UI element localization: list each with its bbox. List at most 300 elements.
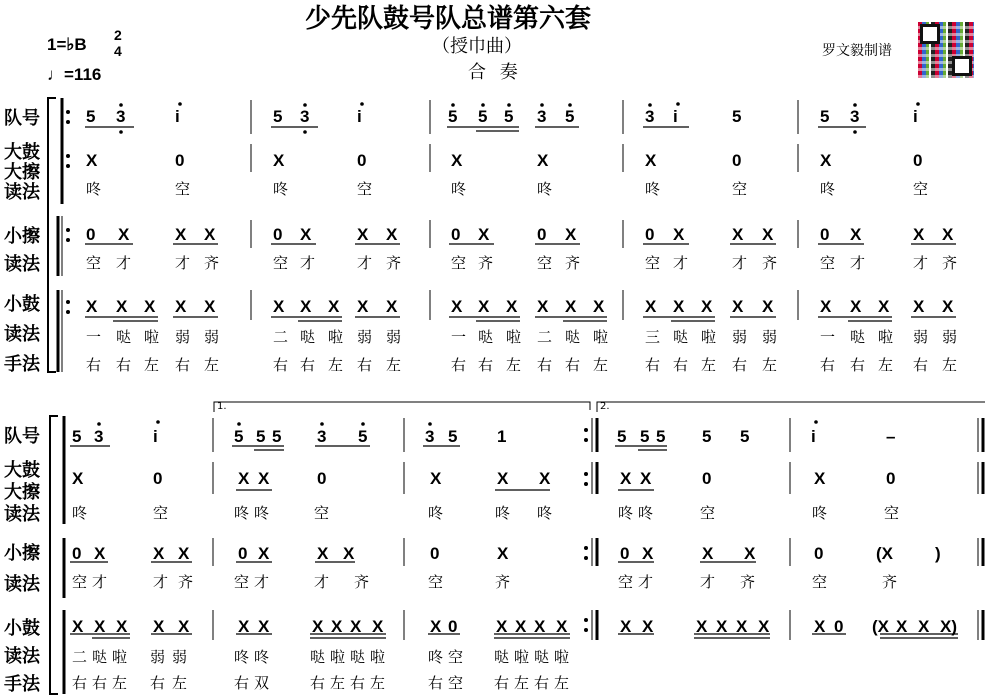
xiaogu-note: X [918, 617, 930, 636]
time-signature-numerator: 2 [114, 27, 122, 43]
dagu_read-note: 咚 [537, 180, 553, 198]
xiaocha_read-note: 才 [913, 254, 929, 272]
xiaocha-note: (X [876, 544, 893, 563]
xiaocha_read-note: 才 [92, 573, 108, 591]
duihao-note: 3 [425, 427, 435, 446]
dagu-note: X [238, 469, 250, 488]
dagu_read-note: 空 [884, 504, 900, 522]
xiaocha_read-note: 空 [820, 254, 836, 272]
xiaocha_read-note: 空 [273, 254, 289, 272]
xiaogu_read-note: 弱 [942, 328, 958, 346]
xiaogu-note: X [175, 297, 187, 316]
xiaogu-note: X [762, 297, 774, 316]
xiaocha_read-note: 齐 [565, 254, 581, 272]
xiaogu-note: X [736, 617, 748, 636]
shoufa-note: 左 [386, 356, 402, 374]
dagu_read-note: 咚 [86, 180, 102, 198]
xiaogu-note: X [565, 297, 577, 316]
xiaogu_read-note: 一 [451, 328, 467, 346]
shoufa-note: 左 [554, 674, 570, 692]
xiaogu_read-note: 哒 [310, 648, 326, 666]
label-xiaogu-1: 小鼓 [4, 294, 40, 315]
xiaogu-note: X [896, 617, 908, 636]
xiaogu-note: X [758, 617, 770, 636]
duihao-note: 5 [504, 107, 514, 126]
xiaogu-note: X [357, 297, 369, 316]
xiaogu-note: X [556, 617, 568, 636]
xiaogu-note: X [300, 297, 312, 316]
duihao-note: 3 [116, 107, 126, 126]
xiaocha_read-note: 才 [357, 254, 373, 272]
dagu_read-note: 咚 [72, 504, 88, 522]
xiaogu_read-note: 哒 [673, 328, 689, 346]
duihao-note: 3 [94, 427, 104, 446]
xiaocha-note: X [204, 225, 216, 244]
section-label: 合 奏 [468, 62, 522, 83]
dagu_read-note: 咚 [618, 504, 634, 522]
xiaocha-note: 0 [86, 225, 96, 244]
xiaogu_read-note: 空 [448, 648, 464, 666]
xiaogu-note: X [386, 297, 398, 316]
xiaogu_read-note: 哒 [92, 648, 108, 666]
label-shoufa-2: 手法 [4, 674, 40, 695]
xiaogu_read-note: 啦 [370, 648, 386, 666]
dagu-note: X [539, 469, 551, 488]
key-signature: 1=♭B [47, 35, 87, 54]
shoufa-note: 左 [370, 674, 386, 692]
label-duihao-2: 队号 [4, 426, 40, 447]
xiaogu_read-note: 弱 [732, 328, 748, 346]
label-dacha-1: 大擦 [4, 162, 40, 183]
shoufa-note: 左 [204, 356, 220, 374]
xiaogu_read-note: 哒 [116, 328, 132, 346]
shoufa-note: 右 [537, 356, 553, 374]
xiaocha-note: X [762, 225, 774, 244]
xiaogu_read-note: 弱 [172, 648, 188, 666]
xiaocha_read-note: 齐 [354, 573, 370, 591]
xiaocha_read-note: 才 [254, 573, 270, 591]
xiaocha-note: 0 [238, 544, 248, 563]
shoufa-note: 右 [673, 356, 689, 374]
xiaocha_read-note: 才 [638, 573, 654, 591]
shoufa-note: 右 [234, 674, 250, 692]
xiaocha-note: 0 [537, 225, 547, 244]
xiaogu_read-note: 啦 [112, 648, 128, 666]
dagu-note: X [497, 469, 509, 488]
xiaogu_read-note: 哒 [565, 328, 581, 346]
xiaocha_read-note: 空 [537, 254, 553, 272]
dagu_read-note: 咚 [638, 504, 654, 522]
duihao-note: – [886, 427, 896, 446]
dagu-note: X [72, 469, 84, 488]
duihao-note: 3 [645, 107, 655, 126]
xiaogu_read-note: 啦 [328, 328, 344, 346]
xiaocha-note: X [702, 544, 714, 563]
duihao-note: 5 [640, 427, 650, 446]
shoufa-note: 左 [762, 356, 778, 374]
xiaogu_read-note: 啦 [506, 328, 522, 346]
xiaocha_read-note: 空 [645, 254, 661, 272]
xiaogu_read-note: 弱 [204, 328, 220, 346]
duihao-note: 5 [272, 427, 282, 446]
xiaogu_read-note: 哒 [300, 328, 316, 346]
dagu_read-note: 咚 [451, 180, 467, 198]
dagu_read-note: 空 [153, 504, 169, 522]
dagu_read-note: 咚 [428, 504, 444, 522]
xiaogu-note: X [732, 297, 744, 316]
shoufa-note: 右 [913, 356, 929, 374]
duihao-note: 1 [497, 427, 507, 446]
duihao-note: i [811, 427, 816, 446]
dagu_read-note: 咚 [273, 180, 289, 198]
label-dufa-1b: 读法 [4, 254, 40, 275]
xiaocha-note: X [357, 225, 369, 244]
xiaocha_read-note: 才 [153, 573, 169, 591]
label-dufa-2a: 读法 [4, 504, 40, 525]
dagu-note: 0 [175, 151, 185, 170]
xiaocha-note: 0 [72, 544, 82, 563]
xiaogu-note: X [534, 617, 546, 636]
duihao-note: 5 [820, 107, 830, 126]
xiaogu-note: X [178, 617, 190, 636]
dagu_read-note: 空 [314, 504, 330, 522]
dagu_read-note: 咚 [812, 504, 828, 522]
xiaogu_read-note: 啦 [514, 648, 530, 666]
shoufa-note: 右 [357, 356, 373, 374]
score-subtitle: （授巾曲） [432, 36, 522, 57]
xiaogu_read-note: 啦 [593, 328, 609, 346]
xiaocha_read-note: 才 [850, 254, 866, 272]
shoufa-note: 右 [116, 356, 132, 374]
xiaogu-note: X [153, 617, 165, 636]
shoufa-note: 左 [144, 356, 160, 374]
xiaogu_read-note: 哒 [478, 328, 494, 346]
xiaogu_read-note: 二 [537, 328, 553, 346]
xiaocha-note: X [744, 544, 756, 563]
xiaocha-note: X [386, 225, 398, 244]
xiaocha-note: 0 [820, 225, 830, 244]
xiaocha-note: X [942, 225, 954, 244]
shoufa-note: 右 [534, 674, 550, 692]
xiaogu-note: X [328, 297, 340, 316]
dagu-note: 0 [357, 151, 367, 170]
xiaogu_read-note: 弱 [175, 328, 191, 346]
shoufa-note: 右 [86, 356, 102, 374]
xiaogu-note: X [701, 297, 713, 316]
xiaocha-note: 0 [273, 225, 283, 244]
xiaocha_read-note: 才 [700, 573, 716, 591]
shoufa-note: 左 [593, 356, 609, 374]
shoufa-note: 右 [150, 674, 166, 692]
shoufa-note: 左 [172, 674, 188, 692]
xiaogu_read-note: 哒 [534, 648, 550, 666]
shoufa-note: 右 [92, 674, 108, 692]
shoufa-note: 右 [478, 356, 494, 374]
xiaogu_read-note: 弱 [386, 328, 402, 346]
shoufa-note: 右 [310, 674, 326, 692]
xiaogu_read-note: 啦 [144, 328, 160, 346]
duihao-note: 3 [300, 107, 310, 126]
shoufa-note: 右 [72, 674, 88, 692]
xiaogu_read-note: 二 [72, 648, 88, 666]
xiaogu-note: X [642, 617, 654, 636]
xiaocha_read-note: 才 [673, 254, 689, 272]
dagu-note: X [645, 151, 657, 170]
dagu_read-note: 空 [175, 180, 191, 198]
xiaogu_read-note: 弱 [913, 328, 929, 346]
xiaocha-note: 0 [430, 544, 440, 563]
xiaogu-note: X [86, 297, 98, 316]
dagu-note: 0 [913, 151, 923, 170]
xiaogu_read-note: 啦 [330, 648, 346, 666]
duihao-note: 5 [358, 427, 368, 446]
shoufa-note: 左 [942, 356, 958, 374]
dagu_read-note: 咚 [254, 504, 270, 522]
duihao-note: 5 [702, 427, 712, 446]
xiaogu-note: X [814, 617, 826, 636]
xiaocha_read-note: 才 [175, 254, 191, 272]
label-xiaogu-2: 小鼓 [4, 618, 40, 639]
shoufa-note: 右 [350, 674, 366, 692]
shoufa-note: 左 [514, 674, 530, 692]
dagu_read-note: 空 [913, 180, 929, 198]
xiaogu-note: X [94, 617, 106, 636]
shoufa-note: 右 [273, 356, 289, 374]
xiaocha-note: X [850, 225, 862, 244]
composer-credit: 罗文毅制谱 [822, 43, 892, 59]
dagu-note: 0 [153, 469, 163, 488]
xiaocha-note: X [732, 225, 744, 244]
dagu-note: 0 [886, 469, 896, 488]
duihao-note: 5 [656, 427, 666, 446]
dagu_read-note: 空 [732, 180, 748, 198]
dagu-note: X [814, 469, 826, 488]
xiaocha_read-note: 齐 [495, 573, 511, 591]
xiaogu-note: 0 [448, 617, 458, 636]
shoufa-note: 右 [300, 356, 316, 374]
xiaogu-note: X [72, 617, 84, 636]
duihao-note: 3 [537, 107, 547, 126]
duihao-note: 5 [740, 427, 750, 446]
time-signature-denominator: 4 [114, 43, 122, 59]
duihao-note: 5 [565, 107, 575, 126]
xiaogu-note: X [451, 297, 463, 316]
xiaogu-note: X [716, 617, 728, 636]
xiaogu_read-note: 啦 [701, 328, 717, 346]
xiaogu_read-note: 咚 [428, 648, 444, 666]
xiaogu_read-note: 哒 [850, 328, 866, 346]
label-dufa-1c: 读法 [4, 324, 40, 345]
duihao-note: i [913, 107, 918, 126]
xiaogu-note: X [116, 297, 128, 316]
dagu_read-note: 空 [700, 504, 716, 522]
xiaocha_read-note: 齐 [386, 254, 402, 272]
shoufa-note: 右 [732, 356, 748, 374]
duihao-note: 5 [448, 107, 458, 126]
xiaocha-note: X [673, 225, 685, 244]
shoufa-note: 右 [494, 674, 510, 692]
xiaocha-note: 0 [814, 544, 824, 563]
dagu_read-note: 咚 [645, 180, 661, 198]
shoufa-note: 双 [254, 674, 270, 692]
duihao-note: 5 [234, 427, 244, 446]
volta-second-label: 2. [600, 401, 610, 412]
dagu-note: X [86, 151, 98, 170]
dagu-note: X [620, 469, 632, 488]
label-dagu-1: 大鼓 [4, 142, 40, 163]
shoufa-note: 左 [330, 674, 346, 692]
shoufa-note: 右 [428, 674, 444, 692]
label-dufa-2c: 读法 [4, 646, 40, 667]
shoufa-note: 右 [850, 356, 866, 374]
xiaocha_read-note: 齐 [740, 573, 756, 591]
duihao-note: 5 [72, 427, 82, 446]
dagu-note: 0 [702, 469, 712, 488]
xiaogu-note: X [144, 297, 156, 316]
xiaogu-note: X [537, 297, 549, 316]
xiaogu_read-note: 弱 [762, 328, 778, 346]
xiaocha_read-note: 才 [116, 254, 132, 272]
dagu-note: X [273, 151, 285, 170]
shoufa-note: 左 [701, 356, 717, 374]
xiaogu-note: X [673, 297, 685, 316]
xiaogu-note: X [430, 617, 442, 636]
volta-first-label: 1. [217, 401, 227, 412]
label-dacha-2: 大擦 [4, 482, 40, 503]
xiaocha-note: X [300, 225, 312, 244]
xiaogu_read-note: 弱 [357, 328, 373, 346]
shoufa-note: 空 [448, 674, 464, 692]
xiaogu_read-note: 咚 [234, 648, 250, 666]
xiaocha-note: 0 [451, 225, 461, 244]
xiaocha-note: X [642, 544, 654, 563]
shoufa-note: 左 [878, 356, 894, 374]
xiaocha-note: X [118, 225, 130, 244]
shoufa-note: 左 [506, 356, 522, 374]
xiaogu_read-note: 哒 [494, 648, 510, 666]
xiaogu-note: X) [940, 617, 957, 636]
duihao-note: 5 [732, 107, 742, 126]
xiaogu-note: X [878, 297, 890, 316]
duihao-note: 3 [317, 427, 327, 446]
xiaogu-note: X [620, 617, 632, 636]
label-dufa-2b: 读法 [4, 574, 40, 595]
xiaogu_read-note: 二 [273, 328, 289, 346]
xiaocha-note: X [497, 544, 509, 563]
xiaogu-note: X [331, 617, 343, 636]
xiaogu-note: X [350, 617, 362, 636]
xiaogu-note: X [515, 617, 527, 636]
duihao-note: 5 [256, 427, 266, 446]
xiaocha_read-note: 空 [86, 254, 102, 272]
xiaogu_read-note: 啦 [878, 328, 894, 346]
duihao-note: 5 [273, 107, 283, 126]
xiaocha_read-note: 空 [618, 573, 634, 591]
xiaogu_read-note: 一 [86, 328, 102, 346]
xiaocha-note: X [153, 544, 165, 563]
xiaocha_read-note: 齐 [204, 254, 220, 272]
shoufa-note: 左 [328, 356, 344, 374]
xiaogu-note: X [593, 297, 605, 316]
shoufa-note: 右 [645, 356, 661, 374]
xiaocha-note: X [317, 544, 329, 563]
shoufa-note: 右 [451, 356, 467, 374]
dagu-note: X [430, 469, 442, 488]
duihao-note: i [673, 107, 678, 126]
xiaogu-note: (X [872, 617, 889, 636]
xiaocha-note: 0 [620, 544, 630, 563]
xiaocha-note: X [258, 544, 270, 563]
xiaogu_read-note: 一 [820, 328, 836, 346]
shoufa-note: 右 [565, 356, 581, 374]
xiaogu_read-note: 啦 [554, 648, 570, 666]
duihao-note: 5 [86, 107, 96, 126]
xiaocha-note: X [175, 225, 187, 244]
xiaogu-note: X [696, 617, 708, 636]
xiaocha_read-note: 才 [300, 254, 316, 272]
xiaocha_read-note: 空 [812, 573, 828, 591]
dagu-note: 0 [317, 469, 327, 488]
xiaocha_read-note: 空 [451, 254, 467, 272]
xiaogu-note: X [942, 297, 954, 316]
duihao-note: i [153, 427, 158, 446]
duihao-note: 3 [850, 107, 860, 126]
dagu_read-note: 咚 [234, 504, 250, 522]
xiaogu-note: X [116, 617, 128, 636]
xiaocha_read-note: 空 [428, 573, 444, 591]
xiaocha_read-note: 空 [72, 573, 88, 591]
label-dufa-1a: 读法 [4, 182, 40, 203]
xiaogu-note: X [273, 297, 285, 316]
label-dagu-2: 大鼓 [4, 460, 40, 481]
label-duihao-1: 队号 [4, 108, 40, 129]
xiaogu-note: X [478, 297, 490, 316]
dagu-note: X [537, 151, 549, 170]
xiaogu_read-note: 三 [645, 328, 661, 346]
duihao-note: 5 [478, 107, 488, 126]
duihao-note: i [175, 107, 180, 126]
xiaogu-note: X [820, 297, 832, 316]
dagu_read-note: 咚 [820, 180, 836, 198]
xiaocha-note: X [565, 225, 577, 244]
dagu-note: 0 [732, 151, 742, 170]
xiaogu-note: 0 [834, 617, 844, 636]
duihao-note: i [357, 107, 362, 126]
duihao-note: 5 [617, 427, 627, 446]
xiaogu_read-note: 咚 [254, 648, 270, 666]
xiaogu-note: X [258, 617, 270, 636]
xiaocha-note: ) [935, 544, 941, 563]
label-shoufa-1: 手法 [4, 354, 40, 375]
shoufa-note: 左 [112, 674, 128, 692]
label-xiaocha-2: 小擦 [4, 543, 40, 564]
xiaogu-note: X [645, 297, 657, 316]
xiaocha_read-note: 空 [234, 573, 250, 591]
xiaocha-note: X [913, 225, 925, 244]
dagu_read-note: 咚 [537, 504, 553, 522]
xiaogu-note: X [312, 617, 324, 636]
dagu_read-note: 咚 [495, 504, 511, 522]
dagu-note: X [640, 469, 652, 488]
shoufa-note: 右 [175, 356, 191, 374]
xiaocha-note: 0 [645, 225, 655, 244]
xiaogu-note: X [204, 297, 216, 316]
xiaocha_read-note: 齐 [178, 573, 194, 591]
dagu-note: X [451, 151, 463, 170]
xiaocha_read-note: 齐 [882, 573, 898, 591]
xiaogu-note: X [913, 297, 925, 316]
score-title: 少先队鼓号队总谱第六套 [305, 4, 592, 34]
